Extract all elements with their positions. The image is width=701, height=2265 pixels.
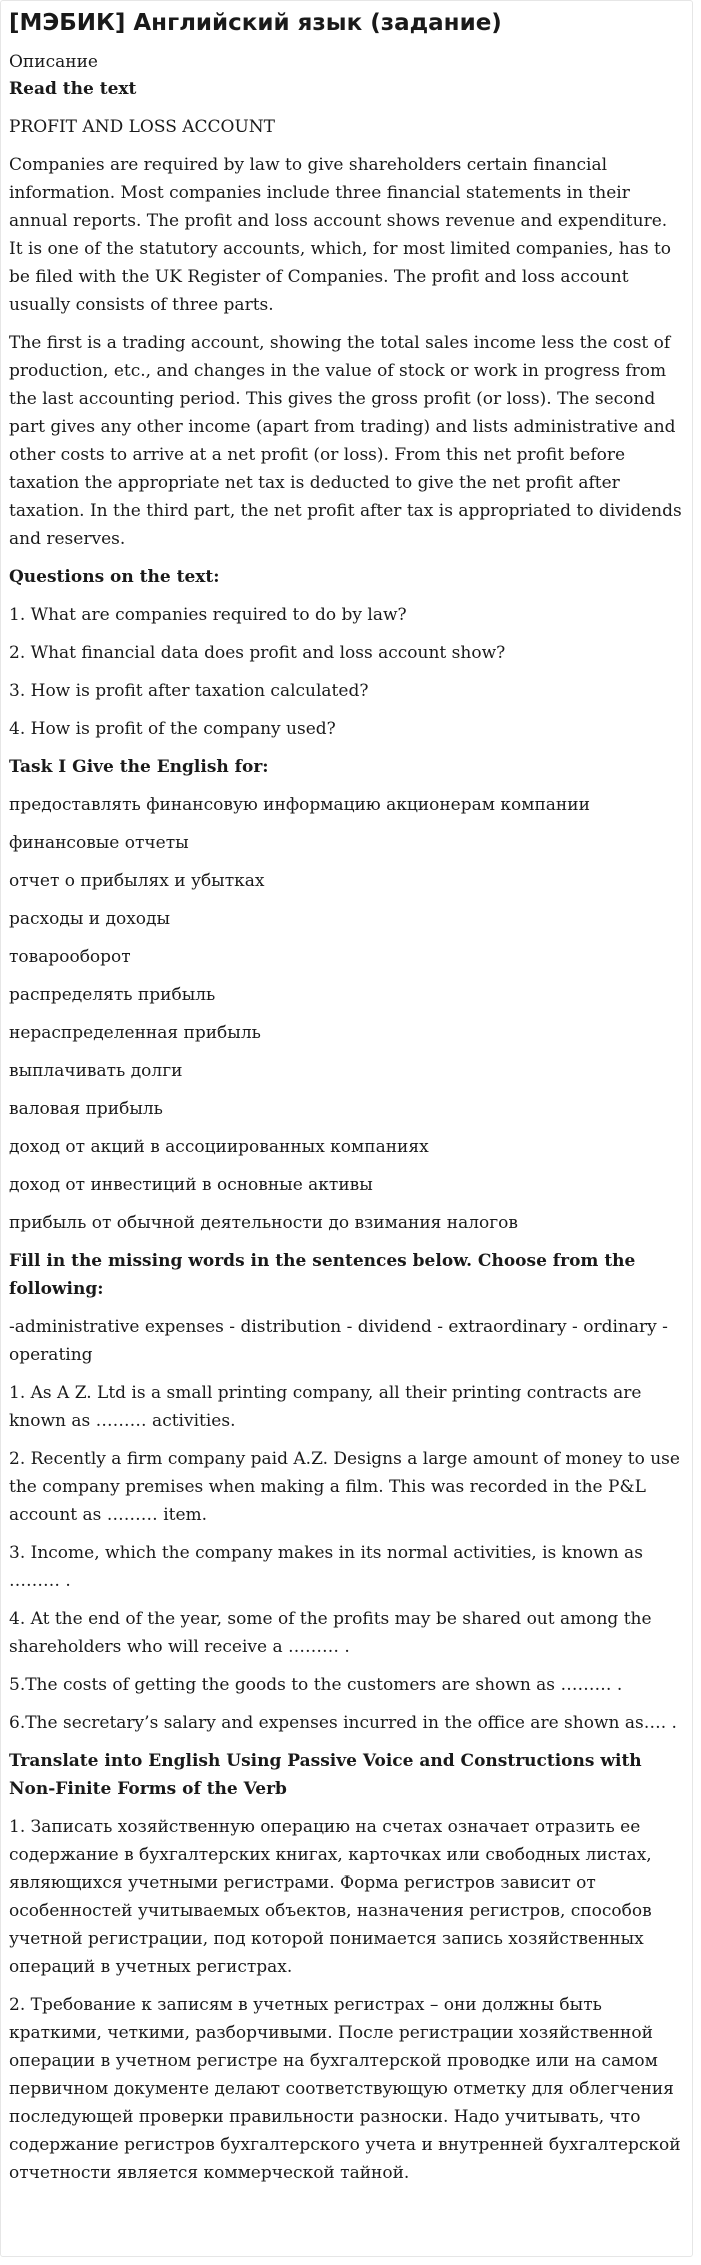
paragraph: The first is a trading account, showing the total sales income less the cost of production, etc., and changes in the value of stock or work in progress from the last accounting period. This gives the gross profit (or loss). The second part gives any other income (apart from trading) and lists administrative and other costs to arrive at a net profit (or loss). From this net profit before taxation the appropriate net tax is deducted to give the net profit after taxation. In the third part, the net profit after tax is appropriated to dividends and reserves.: [9, 333, 682, 549]
page-title: [МЭБИК] Английский язык (задание): [9, 10, 502, 36]
task1-item: товарооборот: [9, 947, 131, 967]
translate-item: 1. Записать хозяйственную операцию на счетах означает отразить ее содержание в бухгалтерских книгах, карточках или свободных листах, являющихся учетными регистрами. Форма регистров зависит от особенностей учитываемых объектов, назначения регистров, способов учетной регистрации, под которой понимается запись хозяйственных операций в учетных регистрах.: [9, 1817, 652, 1977]
question-item: 3. How is profit after taxation calculated?: [9, 681, 369, 701]
fill-item: 6.The secretary’s salary and expenses incurred in the office are shown as…. .: [9, 1713, 677, 1733]
task1-item: финансовые отчеты: [9, 833, 189, 853]
task1-item: распределять прибыль: [9, 985, 216, 1005]
task1-item: отчет о прибылях и убытках: [9, 871, 265, 891]
question-item: 2. What financial data does profit and loss account show?: [9, 643, 506, 663]
task1-item: нераспределенная прибыль: [9, 1023, 261, 1043]
fill-heading: Fill in the missing words in the sentences below. Choose from the following:: [9, 1251, 636, 1299]
translate-heading: Translate into English Using Passive Voice and Constructions with Non-Finite Forms of the Verb: [9, 1751, 642, 1799]
task1-heading: Task I Give the English for:: [9, 757, 269, 777]
fill-item: 5.The costs of getting the goods to the customers are shown as ……… .: [9, 1675, 623, 1695]
question-item: 1. What are companies required to do by law?: [9, 605, 407, 625]
questions-heading: Questions on the text:: [9, 567, 220, 587]
task1-item: расходы и доходы: [9, 909, 171, 929]
read-heading: Read the text: [9, 79, 137, 99]
paragraph: Companies are required by law to give shareholders certain financial information. Most companies include three financial statements in their annual reports. The profit and loss account shows revenue and expenditure. It is one of the statutory accounts, which, for most limited companies, has to be filed with the UK Register of Companies. The profit and loss account usually consists of three parts.: [9, 155, 672, 315]
fill-item: 1. As A Z. Ltd is a small printing company, all their printing contracts are known as ……… activities.: [9, 1383, 642, 1431]
task1-item: выплачивать долги: [9, 1061, 183, 1081]
description-label: Описание: [9, 52, 98, 72]
translate-item: 2. Требование к записям в учетных регистрах – они должны быть краткими, четкими, разборчивыми. После регистрации хозяйственной операции в учетном регистре на бухгалтерской проводке или на самом первичном документе делают соответствующую отметку для облегчения последующей проверки правильности разноски. Надо учитывать, что содержание регистров бухгалтерского учета и внутренней бухгалтерской отчетности является коммерческой тайной.: [9, 1995, 681, 2183]
task1-item: доход от акций в ассоциированных компаниях: [9, 1137, 429, 1157]
question-item: 4. How is profit of the company used?: [9, 719, 336, 739]
task1-item: валовая прибыль: [9, 1099, 163, 1119]
fill-item: 4. At the end of the year, some of the profits may be shared out among the shareholders who will receive a ……… .: [9, 1609, 652, 1657]
text-title: PROFIT AND LOSS ACCOUNT: [9, 117, 276, 137]
task1-item: прибыль от обычной деятельности до взимания налогов: [9, 1213, 518, 1233]
fill-item: 2. Recently a firm company paid A.Z. Designs a large amount of money to use the company premises when making a film. This was recorded in the P&L account as ……… item.: [9, 1449, 680, 1525]
task1-item: доход от инвестиций в основные активы: [9, 1175, 373, 1195]
fill-item: 3. Income, which the company makes in its normal activities, is known as ……… .: [9, 1543, 643, 1591]
fill-options: -administrative expenses - distribution - dividend - extraordinary - ordinary - operating: [9, 1317, 668, 1365]
task1-item: предоставлять финансовую информацию акционерам компании: [9, 795, 590, 815]
